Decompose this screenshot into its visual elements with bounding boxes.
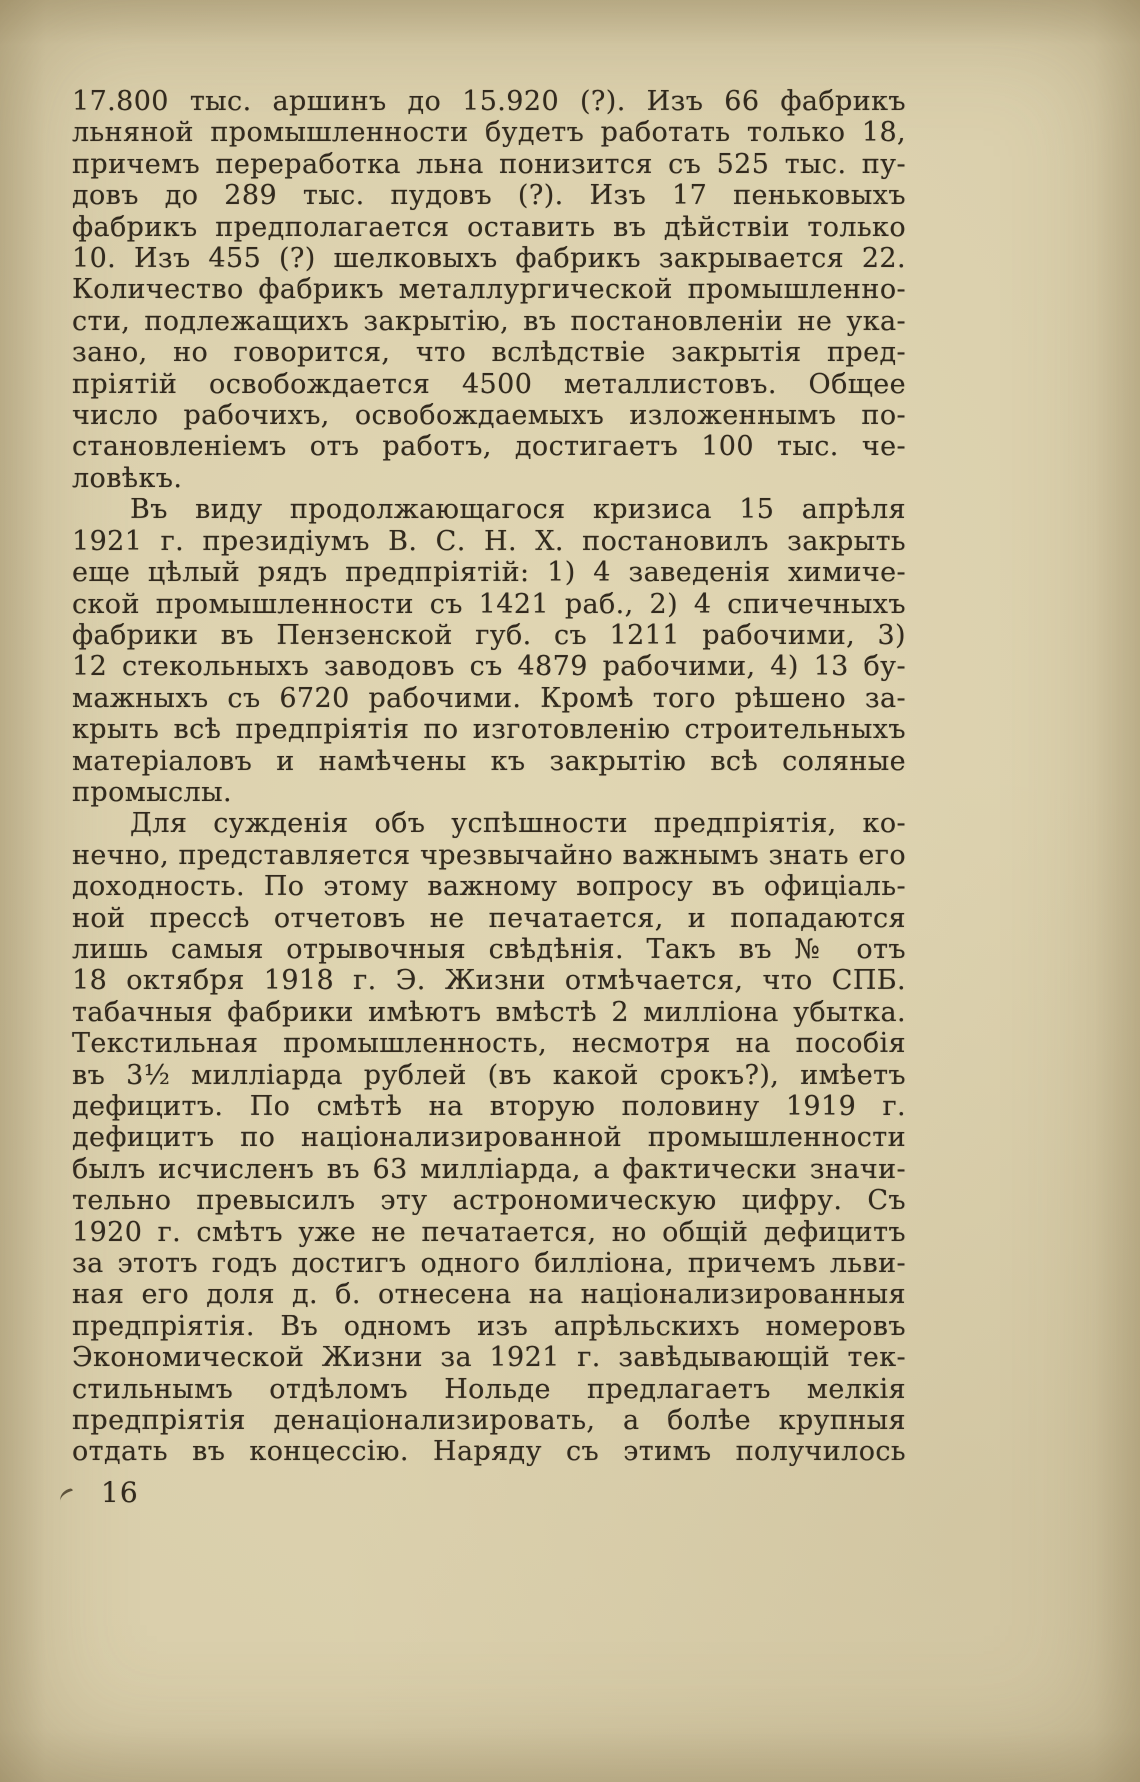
text-line: довъ до 289 тыс. пудовъ (?). Изъ 17 пеньковыхъ bbox=[72, 180, 906, 212]
text-line: отдать въ концессію. Наряду съ этимъ получилось bbox=[72, 1436, 906, 1468]
text-line: предпріятія денаціонализировать, а болѣе крупныя bbox=[72, 1405, 906, 1437]
text-line: 12 стекольныхъ заводовъ съ 4879 рабочими, 4) 13 бу- bbox=[72, 651, 906, 683]
text-line: предпріятія. Въ одномъ изъ апрѣльскихъ номеровъ bbox=[72, 1310, 906, 1342]
text-line: тельно превысилъ эту астрономическую цифру. Съ bbox=[72, 1185, 906, 1217]
text-line: 1921 г. президіумъ В. С. Н. Х. постановилъ закрыть bbox=[72, 525, 906, 557]
text-line: Количество фабрикъ металлургической промышленно- bbox=[72, 274, 906, 306]
text-line: былъ исчисленъ въ 63 милліарда, а фактически значи- bbox=[72, 1153, 906, 1185]
text-line: дефицитъ. По смѣтѣ на вторую половину 1919 г. bbox=[72, 1091, 906, 1122]
text-line: 18 октября 1918 г. Э. Жизни отмѣчается, что СПБ. bbox=[72, 965, 906, 997]
text-line: ловѣкъ. bbox=[72, 462, 183, 494]
text-line: Текстильная промышленность, несмотря на пособія bbox=[72, 1028, 906, 1060]
text-line: нечно, представляется чрезвычайно важнымъ знать его bbox=[72, 839, 906, 871]
text-line: ной прессѣ отчетовъ не печатается, и попадаются bbox=[72, 902, 906, 934]
text-line: крыть всѣ предпріятія по изготовленію строительныхъ bbox=[72, 714, 906, 746]
text-line: причемъ переработка льна понизится съ 525 тыс. пу- bbox=[72, 148, 906, 180]
text-line: число рабочихъ, освобождаемыхъ изложеннымъ по- bbox=[72, 400, 906, 432]
text-line: Для сужденія объ успѣшности предпріятія, ко- bbox=[130, 808, 906, 840]
pen-mark bbox=[58, 1488, 76, 1504]
text-line: ской промышленности съ 1421 раб., 2) 4 спичечныхъ bbox=[72, 588, 906, 620]
text-line: еще цѣлый рядъ предпріятій: 1) 4 заведенія химиче- bbox=[72, 557, 906, 589]
text-line: Экономической Жизни за 1921 г. завѣдывающій тек- bbox=[72, 1342, 906, 1374]
page-number: 16 bbox=[101, 1475, 139, 1509]
paragraph bbox=[72, 86, 906, 494]
text-line: сти, подлежащихъ закрытію, въ постановленіи не ука- bbox=[72, 305, 906, 337]
text-line: становленіемъ отъ работъ, достигаетъ 100 тыс. че- bbox=[72, 431, 906, 463]
page-footer bbox=[58, 1472, 139, 1512]
text-line: промыслы. bbox=[72, 776, 232, 808]
paragraph bbox=[72, 494, 906, 808]
text-line: 1920 г. смѣтъ уже не печатается, но общій дефицитъ bbox=[72, 1216, 906, 1248]
text-line: лишь самыя отрывочныя свѣдѣнія. Такъ въ № отъ bbox=[72, 933, 906, 965]
text-line: стильнымъ отдѣломъ Нольде предлагаетъ мелкія bbox=[72, 1373, 906, 1405]
text-line: матеріаловъ и намѣчены къ закрытію всѣ соляные bbox=[72, 745, 906, 777]
page-text bbox=[72, 86, 906, 1468]
text-line: 17.800 тыс. аршинъ до 15.920 (?). Изъ 66 фабрикъ bbox=[72, 86, 906, 117]
text-line: дефицитъ по націонализированной промышленности bbox=[72, 1122, 906, 1154]
text-line: въ 3½ милліарда рублей (въ какой срокъ?), имѣетъ bbox=[72, 1059, 906, 1091]
text-line: фабрики въ Пензенской губ. съ 1211 рабочими, 3) bbox=[72, 619, 906, 651]
text-line: льняной промышленности будетъ работать только 18, bbox=[72, 117, 906, 149]
text-line: ная его доля д. б. отнесена на націонализированныя bbox=[72, 1279, 906, 1311]
text-line: за этотъ годъ достигъ одного билліона, причемъ льви- bbox=[72, 1248, 906, 1280]
text-line: доходность. По этому важному вопросу въ офиціаль- bbox=[72, 871, 906, 903]
text-line: Въ виду продолжающагося кризиса 15 апрѣля bbox=[130, 494, 906, 526]
text-line: мажныхъ съ 6720 рабочими. Кромѣ того рѣшено за- bbox=[72, 682, 906, 714]
paragraph bbox=[72, 808, 906, 1468]
text-line: пріятій освобождается 4500 металлистовъ. Общее bbox=[72, 368, 906, 400]
text-line: фабрикъ предполагается оставить въ дѣйствіи только bbox=[72, 211, 906, 243]
text-line: табачныя фабрики имѣютъ вмѣстѣ 2 милліона убытка. bbox=[72, 996, 906, 1028]
text-line: 10. Изъ 455 (?) шелковыхъ фабрикъ закрывается 22. bbox=[72, 243, 906, 275]
text-line: зано, но говорится, что вслѣдствіе закрытія пред- bbox=[72, 337, 906, 369]
